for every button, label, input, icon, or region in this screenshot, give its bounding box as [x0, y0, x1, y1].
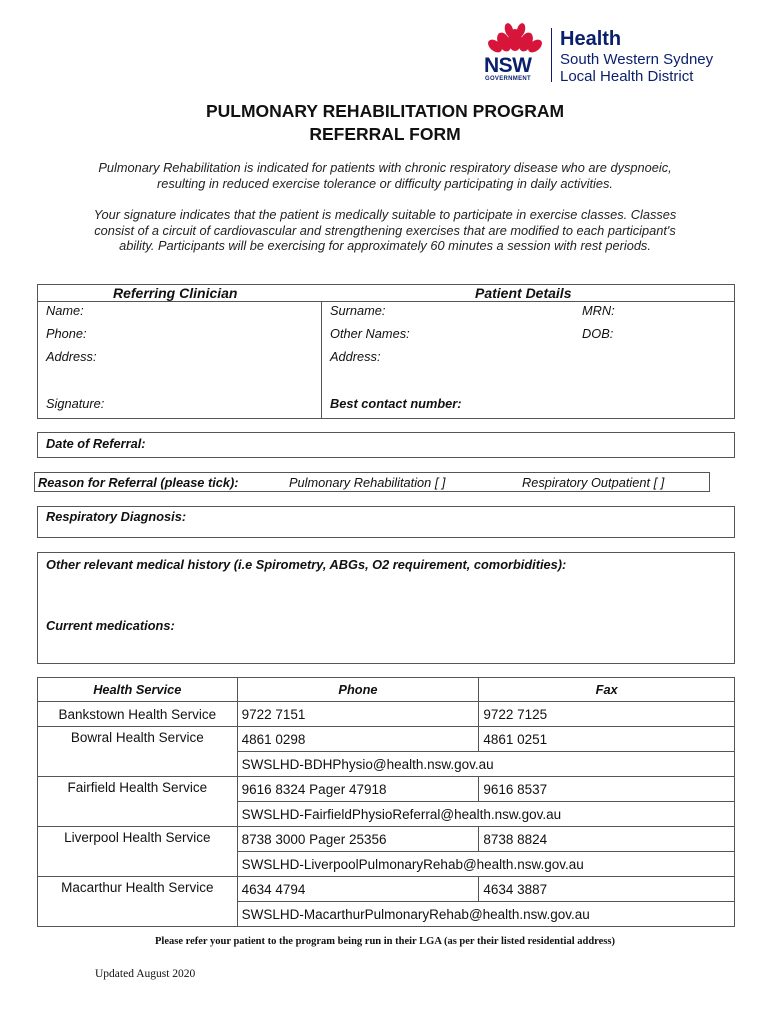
logo-divider: [551, 28, 552, 82]
patient-address-label: Address:: [330, 349, 381, 364]
service-fax: 8738 8824: [479, 827, 735, 852]
clinician-signature-label: Signature:: [46, 396, 105, 411]
patient-surname-label: Surname:: [330, 303, 386, 318]
intro-paragraph-2: Your signature indicates that the patient is medically suitable to participate in exercise classes. Classes consist of a circuit of cardiovascular and strengthening exercises that are modified to each participant's ability. Participants will be exercising for approximately 60 minutes a session with rest periods.: [93, 207, 677, 253]
reason-option-respiratory-outpatient[interactable]: Respiratory Outpatient [ ]: [522, 475, 665, 490]
medical-history-field[interactable]: [37, 552, 735, 664]
service-fax: 4634 3887: [479, 877, 735, 902]
service-email[interactable]: SWSLHD-BDHPhysio@health.nsw.gov.au: [237, 752, 734, 777]
service-fax: 9722 7125: [479, 702, 735, 727]
service-phone: 9722 7151: [237, 702, 479, 727]
updated-date: Updated August 2020: [95, 968, 196, 980]
waratah-icon: [482, 20, 548, 56]
service-name: Fairfield Health Service: [38, 777, 238, 827]
column-header-fax: Fax: [479, 678, 735, 702]
reason-option-pulmonary-rehab[interactable]: Pulmonary Rehabilitation [ ]: [289, 475, 446, 490]
service-fax: 4861 0251: [479, 727, 735, 752]
footnote: Please refer your patient to the program being run in their LGA (as per their listed residential address): [155, 936, 615, 947]
clinician-address-label: Address:: [46, 349, 97, 364]
service-fax: 9616 8537: [479, 777, 735, 802]
patient-other-names-label: Other Names:: [330, 326, 410, 341]
table-row: [38, 877, 735, 902]
table-row: [38, 827, 735, 852]
medical-history-label: Other relevant medical history (i.e Spirometry, ABGs, O2 requirement, comorbidities):: [46, 557, 567, 572]
table-header-row: [38, 678, 735, 702]
current-medications-label: Current medications:: [46, 618, 175, 633]
health-service-table: [37, 677, 735, 927]
respiratory-diagnosis-field[interactable]: [37, 506, 735, 538]
service-name: Liverpool Health Service: [38, 827, 238, 877]
service-name: Bowral Health Service: [38, 727, 238, 777]
table-row: [38, 702, 735, 727]
column-header-service: Health Service: [38, 678, 238, 702]
clinician-name-label: Name:: [46, 303, 84, 318]
service-phone: 4634 4794: [237, 877, 479, 902]
service-phone: 9616 8324 Pager 47918: [237, 777, 479, 802]
logo-nsw: NSW: [484, 54, 532, 77]
patient-contact-label: Best contact number:: [330, 396, 462, 411]
service-phone: 8738 3000 Pager 25356: [237, 827, 479, 852]
date-of-referral-label: Date of Referral:: [46, 436, 146, 451]
clinician-patient-section: [37, 284, 735, 419]
patient-dob-label: DOB:: [582, 326, 614, 341]
respiratory-diagnosis-label: Respiratory Diagnosis:: [46, 509, 187, 524]
patient-details-heading: Patient Details: [475, 285, 572, 301]
table-row: [38, 777, 735, 802]
date-of-referral-field[interactable]: [37, 432, 735, 458]
logo-health: Health: [560, 28, 622, 50]
service-email[interactable]: SWSLHD-LiverpoolPulmonaryRehab@health.nsw.gov.au: [237, 852, 734, 877]
nsw-health-logo: [482, 20, 742, 90]
column-header-phone: Phone: [237, 678, 479, 702]
referring-clinician-heading: Referring Clinician: [113, 285, 238, 301]
service-phone: 4861 0298: [237, 727, 479, 752]
form-title-line2: REFERRAL FORM: [309, 124, 461, 144]
intro-paragraph-1: Pulmonary Rehabilitation is indicated for patients with chronic respiratory disease who are dyspnoeic, resulting in reduced exercise tolerance or difficulty participating in daily activities.: [98, 160, 672, 191]
logo-district-line1: South Western Sydney: [560, 51, 714, 68]
service-name: Macarthur Health Service: [38, 877, 238, 927]
table-row: [38, 727, 735, 752]
reason-for-referral-row: [34, 472, 710, 492]
logo-district-line2: Local Health District: [560, 68, 694, 85]
reason-label: Reason for Referral (please tick):: [38, 475, 239, 490]
service-email[interactable]: SWSLHD-MacarthurPulmonaryRehab@health.nsw.gov.au: [237, 902, 734, 927]
clinician-phone-label: Phone:: [46, 326, 87, 341]
service-name: Bankstown Health Service: [38, 702, 238, 727]
patient-mrn-label: MRN:: [582, 303, 615, 318]
service-email[interactable]: SWSLHD-FairfieldPhysioReferral@health.nsw.gov.au: [237, 802, 734, 827]
form-title-line1: PULMONARY REHABILITATION PROGRAM: [205, 101, 565, 121]
logo-government: GOVERNMENT: [485, 76, 532, 82]
